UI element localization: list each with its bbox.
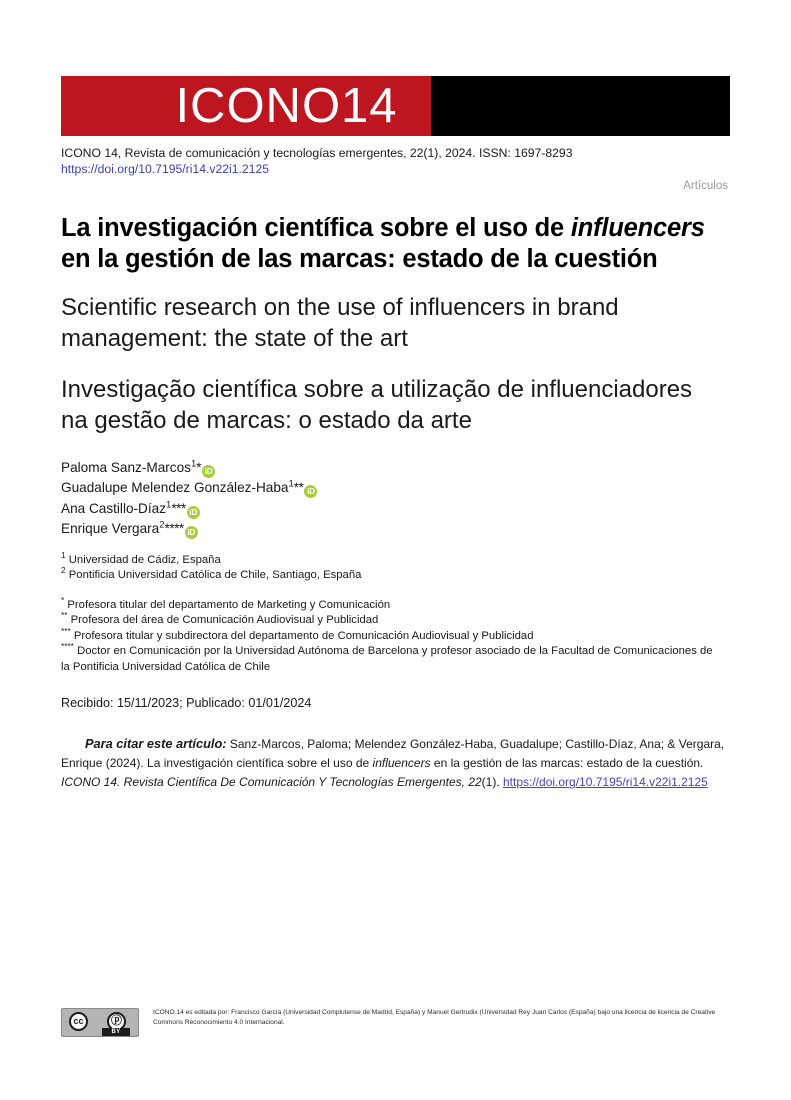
orcid-icon[interactable]: iD — [202, 465, 215, 478]
page-title-spanish — [61, 213, 721, 275]
footnote-list — [61, 595, 730, 676]
author-name: Guadalupe Melendez González-Haba — [61, 480, 289, 496]
publication-dates: Recibido: 15/11/2023; Publicado: 01/01/2024 — [61, 696, 312, 711]
author-list — [61, 458, 730, 540]
affiliation-row — [61, 565, 730, 584]
journal-reference-line — [61, 145, 730, 177]
affiliation-row — [61, 550, 730, 569]
author-affiliation-marker: 1 — [166, 499, 172, 511]
orcid-icon[interactable]: iD — [185, 526, 198, 539]
footnote-row — [61, 626, 730, 645]
journal-reference-text: ICONO 14, Revista de comunicación y tecnologías emergentes, 22(1), 2024. ISSN: 1697-8293 — [61, 146, 573, 160]
cc-by-label: BY — [102, 1028, 130, 1036]
icono14-wordmark: ICONO14 — [175, 78, 398, 133]
citation-body-part3: (1). — [481, 775, 503, 790]
affiliation-list — [61, 550, 730, 584]
footnote-text: Profesora del área de Comunicación Audiovisual y Publicidad — [70, 614, 379, 627]
citation-body-part1: Sanz-Marcos, Paloma; Melendez González-Haba, Guadalupe; Castillo-Díaz, Ana; & Vergara, Enrique (2024). La investigación científica sobre el uso de — [61, 737, 725, 771]
affiliation-text: Universidad de Cádiz, España — [68, 553, 221, 566]
author-name: Enrique Vergara — [61, 521, 160, 537]
footnote-marker: * — [61, 595, 65, 606]
affiliation-marker: 1 — [61, 550, 66, 561]
author-row — [61, 478, 730, 499]
citation-doi-link[interactable]: https://doi.org/10.7195/ri14.v22i1.2125 — [503, 775, 708, 790]
author-row — [61, 458, 730, 479]
footnote-marker: ** — [61, 610, 68, 621]
license-text: ICONO 14 es editada por: Francisco García (Universidad Complutense de Madrid, España) y Manuel Gertrudix (Universidad Rey Juan Carlos (España) bajo una licencia de licencia de Creative Commons Reconocimiento 4.0 Internacional. — [153, 1009, 716, 1026]
page-title-english: Scientific research on the use of influencers in brand management: the state of the art — [61, 294, 619, 353]
footnote-row — [61, 610, 730, 629]
affiliation-marker: 2 — [61, 565, 66, 576]
journal-masthead-banner — [61, 76, 730, 136]
cc-logo-icon: cc — [69, 1012, 88, 1031]
creative-commons-badge-icon[interactable] — [61, 1008, 139, 1037]
affiliation-text: Pontificia Universidad Católica de Chile, Santiago, España — [68, 569, 362, 582]
header-doi-link[interactable]: https://doi.org/10.7195/ri14.v22i1.2125 — [61, 162, 270, 176]
author-affiliation-marker: 1 — [190, 458, 197, 470]
footnote-text: Profesora titular del departamento de Marketing y Comunicación — [67, 598, 391, 611]
citation-body-part2: en la gestión de las marcas: estado de la cuestión. — [430, 756, 704, 771]
license-footer — [61, 1008, 730, 1037]
author-affiliation-marker: 1 — [288, 478, 294, 490]
footnote-marker: *** — [61, 626, 71, 637]
author-affiliation-marker: 2 — [159, 519, 165, 531]
footnote-text: Doctor en Comunicación por la Universidad Autónoma de Barcelona y profesor asociado de la Facultad de Comunicaciones de la Pontificia Universidad Católica de Chile — [61, 645, 713, 673]
citation-journal-name: ICONO 14. Revista Científica De Comunicación Y Tecnologías Emergentes, 22 — [61, 775, 482, 790]
author-note-marker: ** — [293, 480, 304, 496]
title-es-italic: influencers — [570, 214, 705, 242]
footnote-marker: **** — [61, 641, 74, 652]
author-note-marker: **** — [164, 521, 184, 537]
citation-italic-influencers: influencers — [372, 756, 431, 771]
footnote-row — [61, 641, 721, 675]
author-name: Paloma Sanz-Marcos — [61, 459, 191, 475]
article-first-page — [0, 76, 791, 1100]
title-es-part2: en la gestión de las marcas: estado de la cuestión — [61, 245, 658, 273]
orcid-icon[interactable]: iD — [187, 506, 200, 519]
author-name: Ana Castillo-Díaz — [61, 500, 167, 516]
page-title-portuguese: Investigação científica sobre a utilização de influenciadores na gestão de marcas: o estado da arte — [61, 375, 693, 434]
author-note-marker: *** — [171, 500, 186, 516]
orcid-icon[interactable]: iD — [304, 485, 317, 498]
footnote-row — [61, 595, 730, 614]
author-row — [61, 499, 730, 520]
citation-block — [61, 734, 729, 792]
section-label: Artículos — [683, 180, 728, 192]
cc-by-person-icon: ⓟ — [107, 1012, 126, 1031]
title-es-part1: La investigación científica sobre el uso de — [61, 214, 571, 242]
author-row — [61, 519, 730, 540]
footnote-text: Profesora titular y subdirectora del departamento de Comunicación Audiovisual y Publicidad — [73, 629, 534, 642]
citation-heading: Para citar este artículo: — [85, 736, 227, 752]
author-note-marker: * — [196, 459, 202, 475]
